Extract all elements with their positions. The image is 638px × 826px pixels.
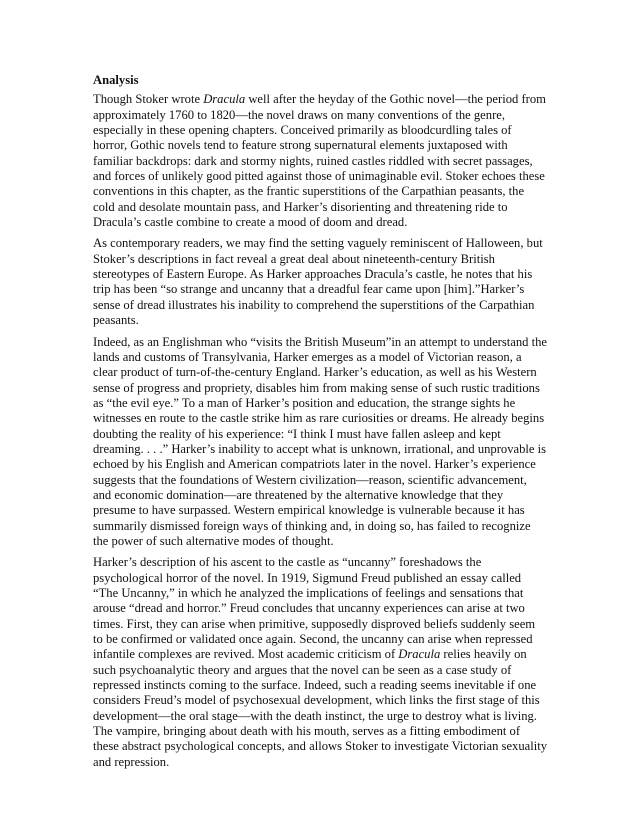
body-paragraph xyxy=(93,555,547,770)
text-run: Harker’s description of his ascent to the castle as “uncanny” foreshadows the psychological horror of the novel. In 1919, Sigmund Freud published an essay called “The Uncanny,” in which he analyzed the implications of feelings and sensations that arouse “dread and horror.” Freud concludes that uncanny experiences can arise at two times. First, they can arise when primitive, supposedly disproved beliefs suddenly seem to be confirmed or validated once again. Second, the uncanny can arise when repressed infantile complexes are revived. Most academic criticism of xyxy=(93,555,536,662)
text-run: well after the heyday of the Gothic novel—the period from approximately 1760 to 1820—the novel draws on many conventions of the genre, especially in these opening chapters. Conceived primarily as bloodcurdling tales of horror, Gothic novels tend to feature strong supernatural elements juxtaposed with familiar backdrops: dark and stormy nights, ruined castles riddled with secret passages, and forces of unlikely good pitted against those of unimaginable evil. Stoker echoes these conventions in this chapter, as the frantic superstitions of the Carpathian peasants, the cold and desolate mountain pass, and Harker’s disorienting and threatening ride to Dracula’s castle combine to create a mood of doom and dread. xyxy=(93,92,546,230)
italic-title-run: Dracula xyxy=(203,92,246,107)
text-run: Though Stoker wrote xyxy=(93,92,204,107)
body-paragraph xyxy=(93,92,547,230)
section-heading: Analysis xyxy=(93,73,139,87)
document-page xyxy=(93,73,547,770)
text-run: As contemporary readers, we may find the setting vaguely reminiscent of Halloween, but Stoker’s descriptions in fact reveal a great deal about nineteenth-century British stereotypes of Eastern Europe. As Harker approaches Dracula’s castle, he notes that his trip has been “so strange and uncanny that a dreadful fear came upon [him].”Harker’s sense of dread illustrates his inability to comprehend the superstitions of the Carpathian peasants. xyxy=(93,236,543,328)
text-run: Indeed, as an Englishman who “visits the British Museum”in an attempt to understand the lands and customs of Transylvania, Harker emerges as a model of Victorian reason, a clear product of turn-of-the-century England. Harker’s education, as well as his Western sense of progress and propriety, disables him from making sense of such rustic traditions as “the evil eye.” To a man of Harker’s position and education, the strange sights he witnesses en route to the castle strike him as rare curiosities or dreams. He already begins doubting the reality of his experience: “I think I must have fallen asleep and kept dreaming. . . .” Harker’s inability to accept what is unknown, irrational, and unprovable is echoed by his English and American compatriots later in the novel. Harker’s experience suggests that the foundations of Western civilization—reason, scientific advancement, and economic domination—are threatened by the alternative knowledge that they presume to have surpassed. Western empirical knowledge is vulnerable because it has summarily dismissed foreign ways of thinking and, in doing so, has failed to recognize the power of such alternative modes of thought. xyxy=(93,334,547,548)
text-run: relies heavily on such psychoanalytic theory and argues that the novel can be seen as a case study of repressed instincts coming to the surface. Indeed, such a reading seems inevitable if one considers Freud’s model of psychosexual development, which links the first stage of this development—the oral stage—with the death instinct, the urge to destroy what is living. The vampire, bringing about death with his mouth, serves as a fitting embodiment of these abstract psychological concepts, and allows Stoker to investigate Victorian sexuality and repression. xyxy=(93,647,548,769)
body-paragraph xyxy=(93,236,547,328)
italic-title-run: Dracula xyxy=(398,647,441,662)
paragraph-list xyxy=(93,92,547,770)
body-paragraph xyxy=(93,335,547,550)
